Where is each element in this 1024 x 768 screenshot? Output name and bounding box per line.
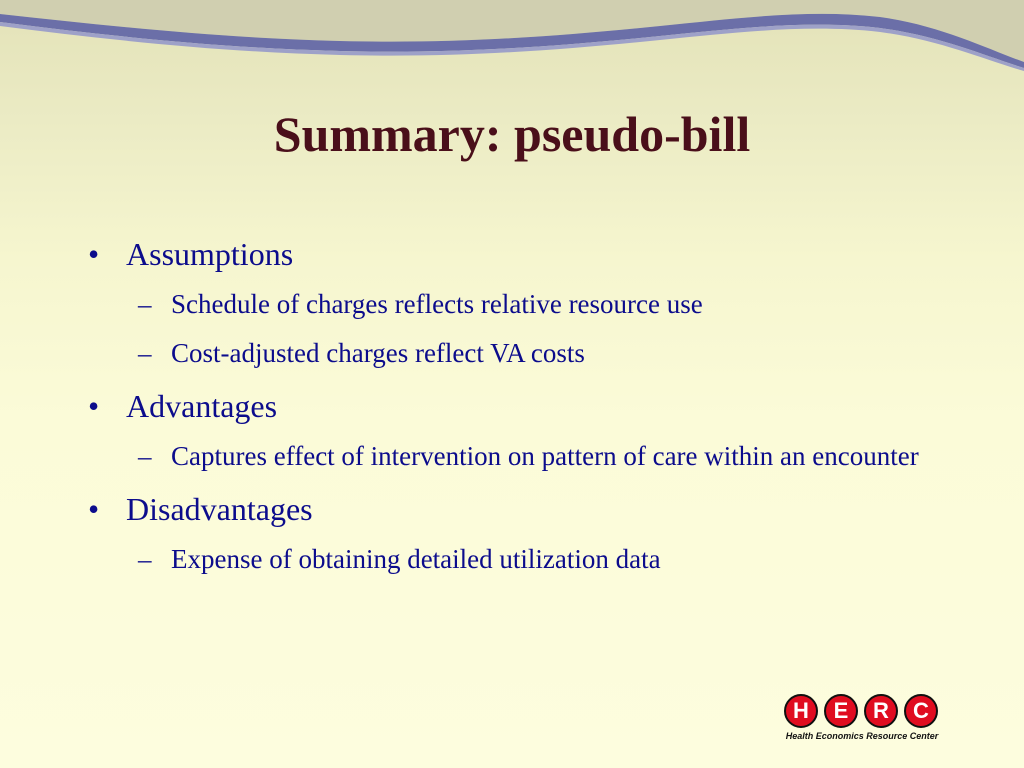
dash-mark: –: [138, 441, 152, 471]
subitem: [88, 540, 948, 579]
bullet-advantages: [88, 384, 948, 428]
dash-mark: –: [138, 338, 152, 368]
logo-letter-c: C: [904, 694, 938, 728]
top-wave-decoration: [0, 0, 1024, 80]
bullet-label: Advantages: [126, 388, 278, 424]
subitem-text: Captures effect of intervention on pattern of care within an encounter: [171, 441, 919, 471]
bullet-mark: •: [88, 491, 100, 527]
subitem-text: Expense of obtaining detailed utilization data: [171, 544, 661, 574]
herc-logo: [782, 692, 942, 748]
bullet-label: Disadvantages: [126, 491, 313, 527]
dash-mark: –: [138, 289, 152, 319]
logo-caption: Health Economics Resource Center: [785, 731, 939, 741]
logo-letter-e: E: [824, 694, 858, 728]
slide-title: Summary: pseudo-bill: [273, 106, 751, 162]
logo-letter-h: H: [784, 694, 818, 728]
bullet-label: Assumptions: [126, 236, 294, 272]
bullet-assumptions: [88, 232, 948, 276]
logo-letters: [782, 692, 942, 730]
bullet-disadvantages: [88, 487, 948, 531]
logo-letter-r: R: [864, 694, 898, 728]
subitem: [88, 285, 948, 324]
dash-mark: –: [138, 544, 152, 574]
bullet-mark: •: [88, 236, 100, 272]
subitem-text: Schedule of charges reflects relative resource use: [171, 289, 703, 319]
bullet-mark: •: [88, 388, 100, 424]
slide-body: [88, 232, 948, 579]
subitem-text: Cost-adjusted charges reflect VA costs: [171, 338, 585, 368]
subitem: [88, 334, 948, 373]
subitem: [88, 437, 948, 476]
